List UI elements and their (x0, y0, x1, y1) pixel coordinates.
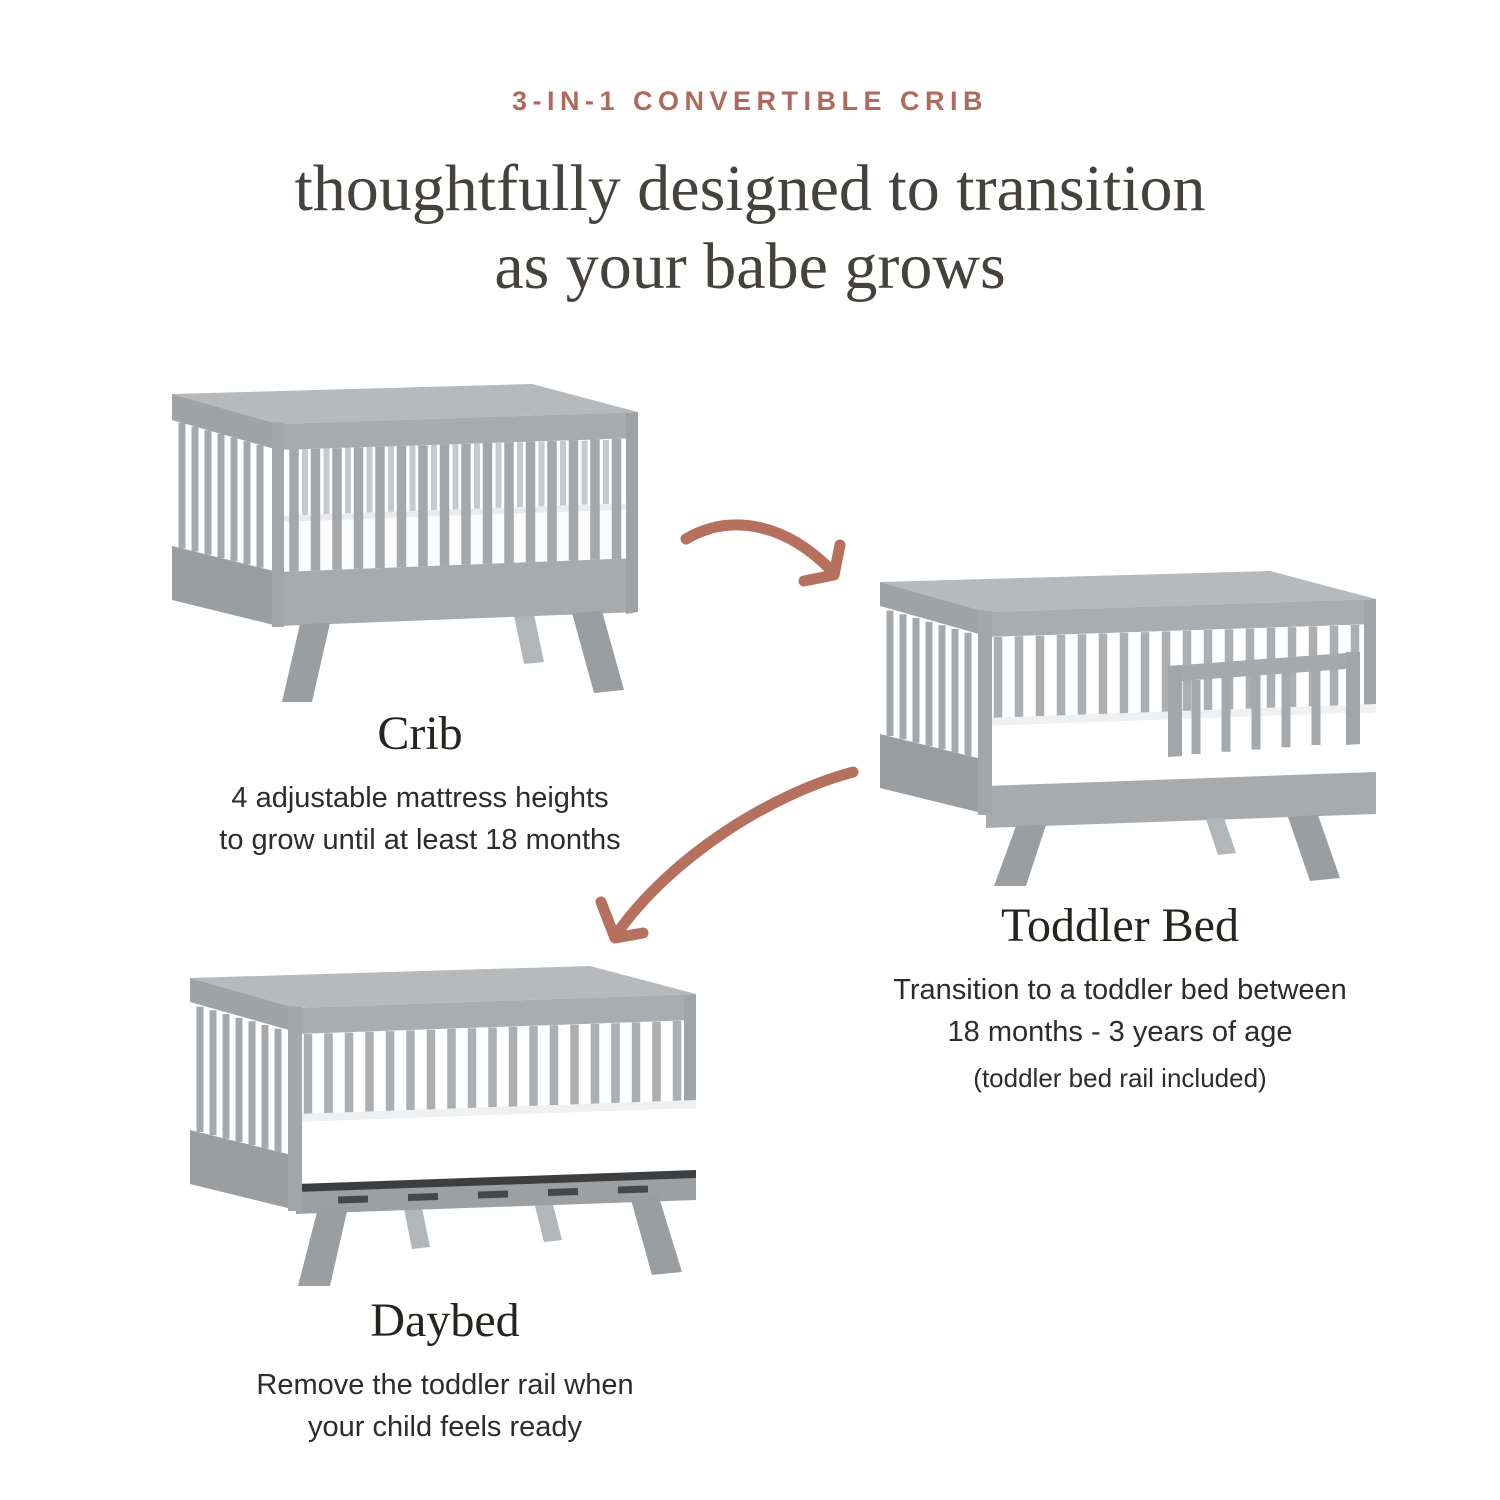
daybed-description (155, 1364, 735, 1448)
toddler-bed-description-line-2: 18 months - 3 years of age (947, 1016, 1293, 1048)
crib-right-corner-post (626, 412, 638, 614)
crib-title: Crib (377, 707, 463, 760)
crib-illustration (160, 360, 660, 705)
crib-front-legs (282, 611, 624, 702)
crib-description-line-2: to grow until at least 18 months (219, 824, 621, 856)
daybed-mattress (296, 1100, 696, 1184)
daybed-left-corner-post (288, 1006, 302, 1211)
daybed-back-slats (308, 1021, 677, 1117)
heading-line-1: thoughtfully designed to transition (294, 152, 1206, 225)
toddler-bed-caption (850, 898, 1390, 1095)
daybed-side-slats (200, 1007, 278, 1152)
crib-description (130, 777, 710, 861)
crib-back-slats (305, 440, 606, 515)
crib-description-line-1: 4 adjustable mattress heights (231, 782, 609, 814)
toddler-bed-description (850, 969, 1390, 1053)
arrow-crib-to-toddler-icon (678, 503, 863, 618)
toddler-left-corner-post (978, 610, 992, 815)
crib-left-corner-post (272, 422, 284, 627)
toddler-bed-title: Toddler Bed (1001, 899, 1239, 952)
daybed-description-line-2: your child feels ready (307, 1411, 583, 1443)
page-title (0, 150, 1500, 306)
daybed-illustration (178, 942, 708, 1292)
toddler-side-slats (890, 611, 968, 756)
toddler-bed-illustration (868, 548, 1388, 888)
crib-caption (130, 706, 710, 861)
toddler-bed-note: (toddler bed rail included) (973, 1063, 1267, 1093)
crib-side-slats (182, 423, 260, 568)
eyebrow-label: 3-IN-1 CONVERTIBLE CRIB (511, 86, 989, 116)
heading-line-2: as your babe grows (494, 230, 1006, 303)
daybed-title: Daybed (370, 1294, 520, 1347)
daybed-caption (155, 1293, 735, 1448)
toddler-bed-description-line-1: Transition to a toddler bed between (893, 974, 1347, 1006)
daybed-description-line-1: Remove the toddler rail when (256, 1369, 634, 1401)
